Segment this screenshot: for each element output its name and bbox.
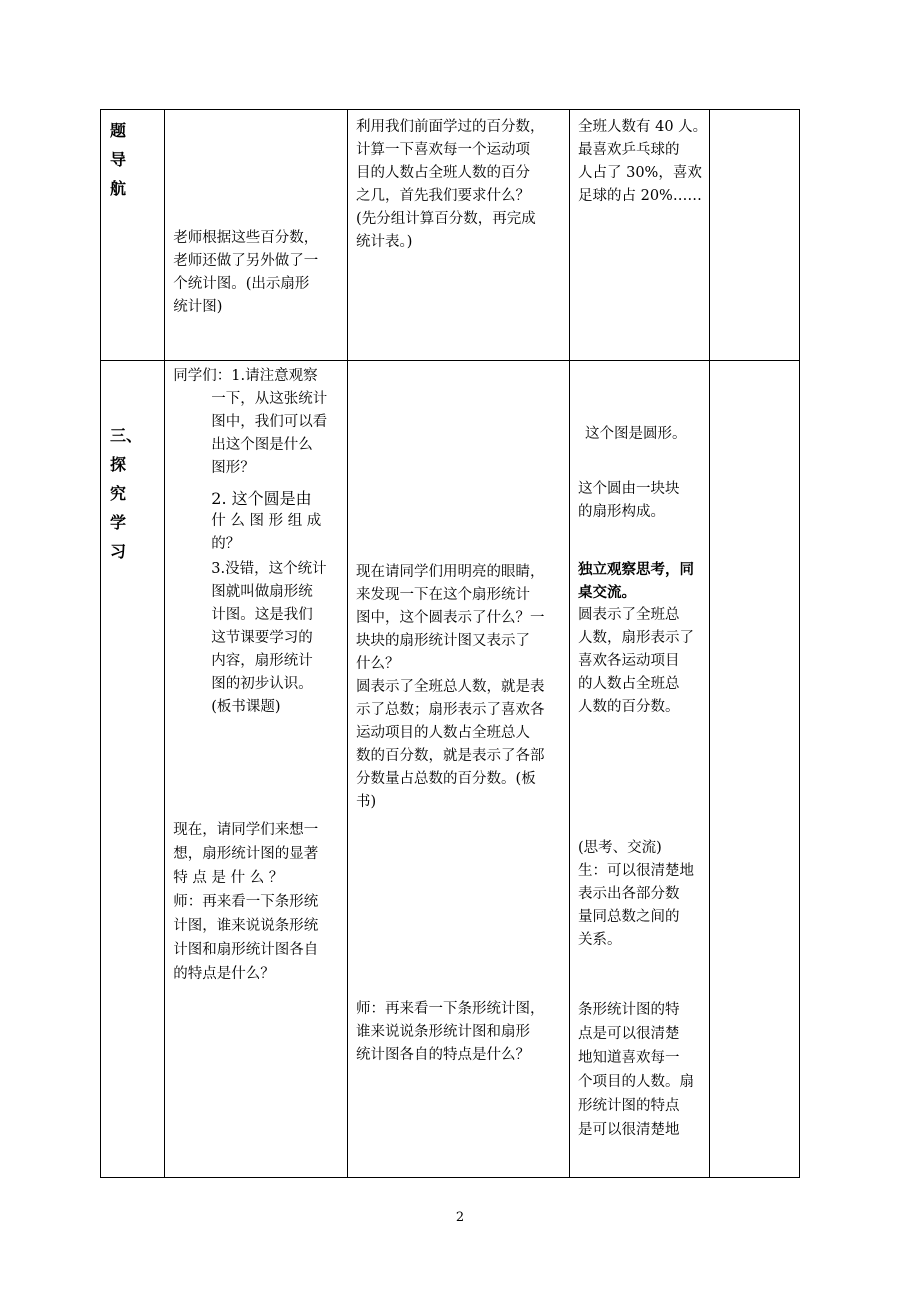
text-line: 想，扇形统计图的显著 xyxy=(173,846,319,862)
student-activity-cell xyxy=(569,361,709,1178)
teacher-activity-cell xyxy=(165,110,348,361)
text-line: 独立观察思考，同 xyxy=(577,561,694,578)
text-line: 导 xyxy=(110,150,127,169)
text-line: 利用我们前面学过的百分数， xyxy=(356,119,545,135)
table-row xyxy=(101,110,800,361)
text-line: 什 么 图 形 组 成 xyxy=(211,513,322,529)
student-answer-2 xyxy=(578,478,709,524)
text-line: 计图。这是我们 xyxy=(211,607,313,623)
text-line: 运动项目的人数占全班总人 xyxy=(356,725,531,741)
text-line: 究 xyxy=(110,484,127,503)
text-line: 的特点是什么？ xyxy=(173,966,275,982)
text-line: 3.没错，这个统计 xyxy=(211,561,327,577)
text-line: 图的初步认识。 xyxy=(211,676,313,692)
text-line: 师：再来看一下条形统 xyxy=(173,894,319,910)
text-line: 足球的占 20%…… xyxy=(577,188,702,204)
text-line: 点是可以很清楚 xyxy=(577,1026,680,1042)
text-line: 计图和扇形统计图各自 xyxy=(173,942,319,958)
text-line: 人占了 30%，喜欢 xyxy=(577,165,702,181)
text-line: 全班人数有 40 人。 xyxy=(577,119,708,135)
text-line: 探 xyxy=(110,455,127,474)
text-line: 习 xyxy=(110,542,127,561)
teacher-question-4 xyxy=(173,818,345,986)
guide-text xyxy=(356,116,568,208)
text-line: 圆表示了全班总 xyxy=(577,607,680,623)
text-line: 图中，这个圆表示了什么？一 xyxy=(356,610,545,626)
text-line: 来发现一下在这个扇形统计 xyxy=(356,587,531,603)
text-line: (板书课题) xyxy=(211,699,281,715)
text-line: 什么？ xyxy=(356,656,400,672)
text-line: 地知道喜欢每一 xyxy=(577,1050,680,1066)
text-line: 分数量占总数的百分数。(板 xyxy=(356,771,536,787)
text-line: 统计图各自的特点是什么？ xyxy=(356,1047,531,1063)
page-number: 2 xyxy=(455,1210,465,1225)
student-answer-5 xyxy=(578,998,709,1142)
text-line: 计图，谁来说说条形统 xyxy=(173,918,319,934)
teacher-question-1: 同学们：1.请注意观察 一下，从这张统计 图中，我们可以看 出这个图是什么 图形？ xyxy=(173,365,345,480)
text-line: 关系。 xyxy=(577,932,622,948)
notes-cell xyxy=(709,361,799,1178)
text-line: 一下，从这张统计 xyxy=(211,391,328,407)
text-line: 生：可以很清楚地 xyxy=(577,863,694,879)
student-answer-4 xyxy=(578,837,709,952)
text-line: 的扇形构成。 xyxy=(577,504,665,520)
text-line: 的？ xyxy=(211,536,241,552)
text-line: 是可以很清楚地 xyxy=(577,1122,680,1138)
text-line: 航 xyxy=(110,179,127,198)
student-text xyxy=(578,116,709,208)
text-line: 谁来说说条形统计图和扇形 xyxy=(356,1024,531,1040)
text-line: 目的人数占全班人数的百分 xyxy=(356,165,531,181)
text-line: 图中，我们可以看 xyxy=(211,414,328,430)
text-line: 块块的扇形统计图又表示了 xyxy=(356,633,531,649)
text-line: 内容，扇形统计 xyxy=(211,653,313,669)
text-line: 现在请同学们用明亮的眼睛， xyxy=(356,564,545,580)
student-answer-3 xyxy=(578,604,709,719)
text-line: 喜欢各运动项目 xyxy=(577,653,680,669)
text-line: 老师还做了另外做了一 xyxy=(173,253,319,269)
text-line: 圆表示了全班总人数，就是表 xyxy=(356,679,545,695)
guide-cell xyxy=(348,110,570,361)
text-line: (思考、交流) xyxy=(577,840,662,856)
text-line: 人数的百分数。 xyxy=(577,699,680,715)
teacher-question-2 xyxy=(211,487,345,556)
stage-cell xyxy=(101,110,165,361)
guide-text xyxy=(356,998,568,1067)
text-line: 个项目的人数。扇 xyxy=(577,1074,694,1090)
text-line: 统计图) xyxy=(173,299,223,315)
text-line: 个统计图。(出示扇形 xyxy=(173,276,310,292)
text-line: 统计表。) xyxy=(356,234,413,250)
student-answer-1: 这个图是圆形。 xyxy=(584,426,687,442)
text-line: 数的百分数，就是表示了各部 xyxy=(356,748,545,764)
notes-cell xyxy=(709,110,799,361)
table-row xyxy=(101,361,800,1178)
text-line: (先分组计算百分数，再完成 xyxy=(356,211,536,227)
text-line: 这个圆由一块块 xyxy=(577,481,680,497)
student-instruction xyxy=(578,558,709,604)
guide-text xyxy=(356,208,568,254)
text-line: 之几，首先我们要求什么？ xyxy=(356,188,531,204)
text-line: 现在，请同学们来想一 xyxy=(173,822,319,838)
text-line: 这节课要学习的 xyxy=(211,630,313,646)
teacher-text xyxy=(173,227,345,319)
text-line: 图就叫做扇形统 xyxy=(211,584,313,600)
text-line: 图形？ xyxy=(211,460,255,476)
teacher-activity-cell xyxy=(165,361,348,1178)
student-activity-cell xyxy=(569,110,709,361)
text-line: 老师根据这些百分数， xyxy=(173,230,319,246)
stage-cell xyxy=(101,361,165,1178)
stage-label xyxy=(101,110,164,203)
text-line: 三、 xyxy=(110,426,143,445)
text-line: 学 xyxy=(110,513,127,532)
text-line: 示了总数；扇形表示了喜欢各 xyxy=(356,702,545,718)
text-line: 的人数占全班总 xyxy=(577,676,680,692)
text-line: 条形统计图的特 xyxy=(577,1002,680,1018)
text-line: 特 点 是 什 么 ？ xyxy=(173,870,284,886)
text-line: 师：再来看一下条形统计图， xyxy=(356,1001,545,1017)
text-line: 人数，扇形表示了 xyxy=(577,630,694,646)
lesson-plan-table xyxy=(100,109,800,1178)
text-line: 最喜欢乒乓球的 xyxy=(577,142,680,158)
text-line: 形统计图的特点 xyxy=(577,1098,680,1114)
text-line: 出这个图是什么 xyxy=(211,437,313,453)
text-line: 桌交流。 xyxy=(577,584,636,601)
teacher-question-3 xyxy=(211,558,345,719)
text-line: 2. 这个圆是由 xyxy=(211,489,312,508)
text-line: 量同总数之间的 xyxy=(577,909,680,925)
text-line: 计算一下喜欢每一个运动项 xyxy=(356,142,531,158)
guide-text xyxy=(356,561,568,814)
text-line: 书) xyxy=(356,794,377,810)
stage-label xyxy=(101,361,164,566)
guide-cell xyxy=(348,361,570,1178)
text-line: 表示出各部分数 xyxy=(577,886,680,902)
text-line: 题 xyxy=(110,121,127,140)
